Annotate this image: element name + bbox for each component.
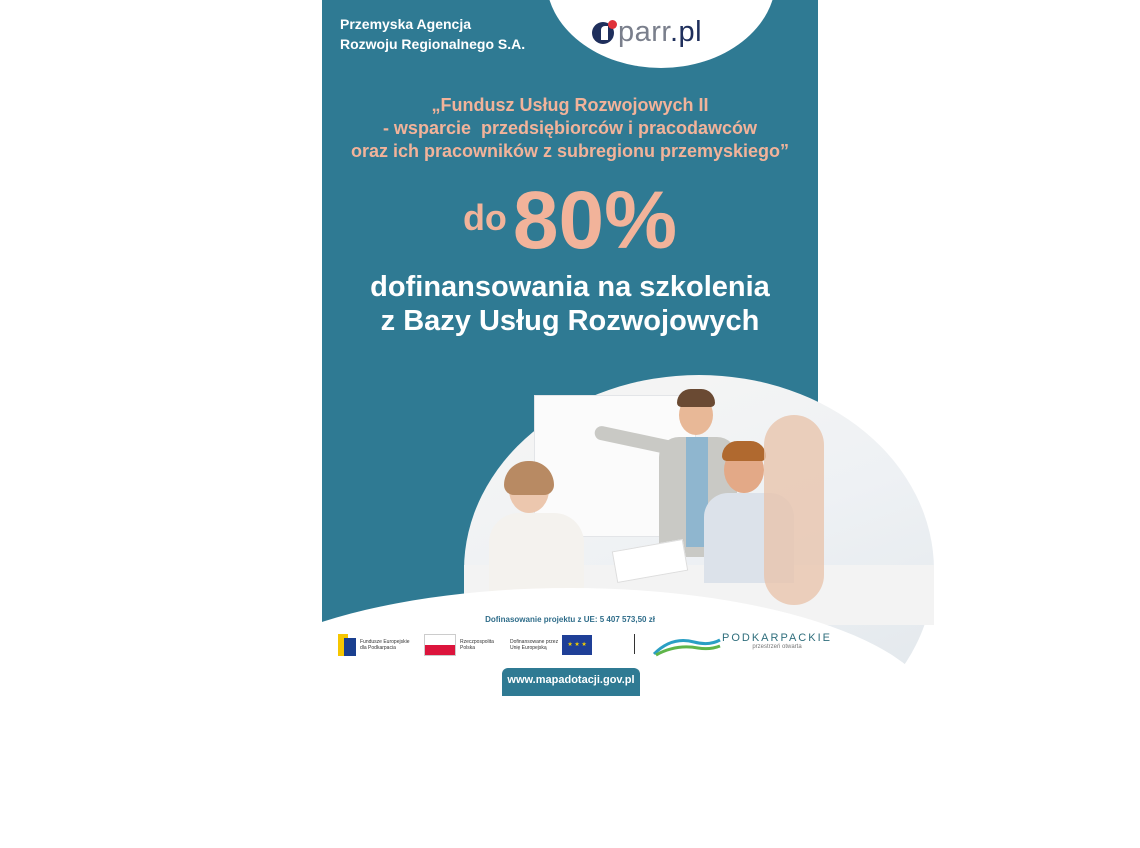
parr-logo-suffix: .pl (669, 16, 703, 48)
eu-logo-line2: Unię Europejską (510, 645, 547, 651)
parr-logo-name: parr (618, 16, 670, 48)
fe-flag-icon (338, 634, 356, 656)
funding-percentage (322, 174, 818, 268)
rp-logo[interactable] (424, 632, 494, 658)
footer-backdrop (202, 588, 938, 848)
organization-name-line2: Rozwoju Regionalnego S.A. (340, 36, 526, 52)
rp-logo-line1: Rzeczpospolita (460, 639, 494, 645)
percentage-prefix: do (462, 197, 507, 238)
offer-description (322, 270, 818, 338)
podkarpackie-title: PODKARPACKIE (722, 632, 832, 644)
eu-logo-line1: Dofinansowane przez (510, 639, 559, 645)
woman-body (489, 513, 584, 593)
presenter-hair (677, 389, 715, 407)
podkarpackie-logo[interactable] (722, 632, 832, 650)
podkarpackie-tagline: przestrzeń otwarta (752, 644, 802, 650)
footer-logos (338, 632, 832, 660)
eu-flag-icon: ★ ★ ★ (562, 635, 592, 655)
rp-logo-line2: Polska (460, 645, 476, 651)
parr-logo-icon (592, 22, 614, 44)
website-link[interactable]: www.mapadotacji.gov.pl (502, 668, 640, 696)
organization-name-line1: Przemyska Agencja (340, 16, 471, 32)
project-title-line3: oraz ich pracowników z subregionu przemyskiego” (350, 141, 790, 161)
project-title (322, 94, 818, 163)
eu-logo-text (510, 639, 558, 651)
project-title-line1: „Fundusz Usług Rozwojowych II (431, 95, 709, 115)
project-title-line2: - wsparcie przedsiębiorców i pracodawców (382, 118, 758, 138)
logo-divider (634, 634, 635, 654)
fe-logo-line2: dla Podkarpacia (360, 645, 396, 651)
fe-logo-line1: Fundusze Europejskie (360, 639, 410, 645)
poster (322, 0, 832, 700)
polish-flag-icon (424, 634, 456, 656)
fe-logo[interactable] (338, 632, 409, 658)
offer-description-line2: z Bazy Usług Rozwojowych (380, 305, 760, 337)
podkarpackie-mark-icon (654, 634, 720, 656)
funding-amount: Dofinasowanie projektu z UE: 5 407 573,50 zł (485, 615, 655, 624)
organization-name (340, 14, 525, 54)
foreground-participant (764, 415, 824, 605)
rp-logo-text (460, 639, 494, 651)
participant-hair (722, 441, 766, 461)
eu-logo[interactable] (510, 632, 592, 658)
parr-logo[interactable] (592, 16, 702, 49)
offer-description-line1: dofinansowania na szkolenia (370, 271, 770, 303)
parr-logo-text (618, 16, 702, 49)
fe-logo-text (360, 639, 409, 651)
percentage-value: 80% (512, 175, 678, 266)
